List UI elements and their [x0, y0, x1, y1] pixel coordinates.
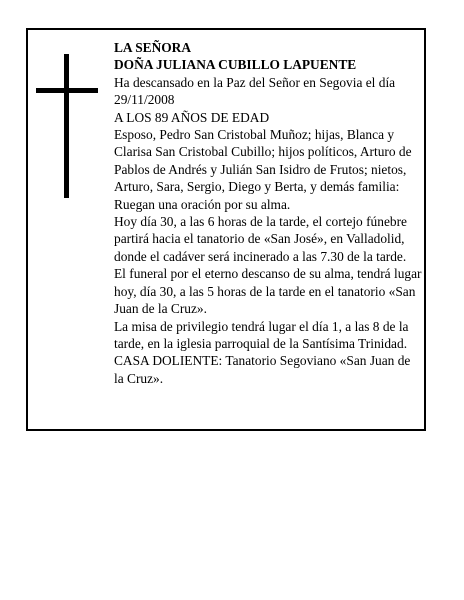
funeral-paragraph: El funeral por el eterno descanso de su alma, tendrá lugar hoy, día 30, a las 5 horas de la tarde en el tanatorio «San Juan de la Cruz». [114, 266, 422, 317]
cross-icon [36, 54, 98, 198]
cross-horizontal-bar [36, 88, 98, 93]
mass-paragraph: La misa de privilegio tendrá lugar el día 1, a las 8 de la tarde, en la iglesia parroquial de la Santísima Trinidad. [114, 318, 409, 351]
notice-title: LA SEÑORA [114, 40, 192, 55]
deceased-name: DOÑA JULIANA CUBILLO LAPUENTE [114, 57, 357, 73]
cortege-paragraph: Hoy día 30, a las 6 horas de la tarde, el cortejo fúnebre partirá hacia el tanatorio de «San José», en Valladolid, donde el cadáver será incinerado a las 7.30 de la tarde. [114, 214, 407, 264]
obituary-text [114, 39, 422, 387]
death-line: Ha descansado en la Paz del Señor en Segovia el día 29/11/2008 [114, 74, 396, 108]
cross-vertical-bar [64, 54, 69, 198]
family-paragraph: Esposo, Pedro San Cristobal Muñoz; hijas, Blanca y Clarisa San Cristobal Cubillo; hijos políticos, Arturo de Pablos de Andrés y Julián San Isidro de Frutos; nietos, Arturo, Sara, Sergio, Diego y Berta, y demás familia: Ruegan una oración por su alma. [114, 127, 412, 212]
house-paragraph: CASA DOLIENTE: Tanatorio Segoviano «San Juan de la Cruz». [114, 353, 411, 386]
age-line: A LOS 89 AÑOS DE EDAD [114, 109, 270, 125]
